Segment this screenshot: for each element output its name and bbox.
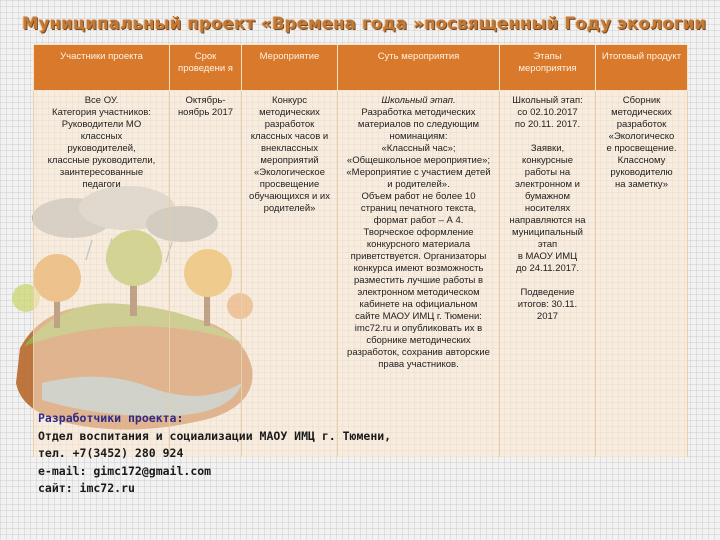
header-event: Мероприятие <box>242 45 338 91</box>
dates-cell <box>170 91 242 457</box>
product-cell <box>596 91 688 457</box>
essence-line: конкурсного материала <box>366 239 471 250</box>
product-line: руководителю <box>610 167 673 178</box>
essence-line: формат работ – А 4. <box>373 215 464 226</box>
event-line: обучающихся и их <box>249 191 330 202</box>
essence-line: страниц печатного текста, <box>360 203 477 214</box>
event-line: методических <box>259 107 320 118</box>
event-line: «Экологическое <box>254 167 325 178</box>
slide-title: Муниципальный проект «Времена года »посвященный Году экологии <box>22 14 707 33</box>
essence-line: материалов по следующим <box>357 119 480 130</box>
dates-line: Октябрь- <box>185 95 226 106</box>
essence-line: кабинете на официальном <box>359 299 478 310</box>
essence-line: «Классный час»; <box>381 143 456 154</box>
header-dates: Срок проведени я <box>170 45 242 91</box>
participants-line: заинтересованные <box>59 167 144 178</box>
table-header-row <box>34 45 688 91</box>
product-line: разработок <box>616 119 667 130</box>
essence-line: «Мероприятие с участием детей <box>346 167 491 178</box>
footer-department: Отдел воспитания и социализации МАОУ ИМЦ г. Тюмени, <box>38 428 392 443</box>
stages-spacer <box>503 131 592 143</box>
essence-line: «Общешкольное мероприятие»; <box>346 155 491 166</box>
event-line: классных часов и <box>250 131 329 142</box>
project-plan-table <box>33 44 688 457</box>
participants-line: Все ОУ. <box>84 95 119 106</box>
event-line: просвещение <box>259 179 320 190</box>
footer-email: e-mail: gimc172@gmail.com <box>38 463 212 478</box>
stages-line: по 20.11. 2017. <box>514 119 581 130</box>
essence-line: Объем работ не более 10 <box>361 191 476 202</box>
stages-line: 2017 <box>536 311 559 322</box>
footer-site: сайт: imc72.ru <box>38 481 135 495</box>
participants-line: руководителей, <box>67 143 136 154</box>
stages-cell <box>500 91 596 457</box>
essence-line: разработок, сохранив авторские <box>347 347 490 358</box>
essence-line: конкурса имеют возможность <box>353 263 484 274</box>
event-line: разработок <box>264 119 315 130</box>
essence-heading: Школьный этап. <box>381 95 456 106</box>
stages-line: носителях <box>524 203 571 214</box>
product-line: на заметку» <box>614 179 669 190</box>
footer-heading: Разработчики проекта: <box>38 411 184 425</box>
essence-line: разместить лучшие работы в <box>353 275 484 286</box>
product-line: Классному <box>617 155 666 166</box>
participants-line: классные руководители, <box>47 155 156 166</box>
event-line: мероприятий <box>260 155 319 166</box>
event-cell <box>242 91 338 457</box>
header-participants: Участники проекта <box>34 45 170 91</box>
stages-line: направляются на <box>509 215 586 226</box>
participants-line: Руководители МО <box>61 119 142 130</box>
essence-line: приветствуется. Организаторы <box>350 251 487 262</box>
essence-line: Творческое оформление <box>363 227 474 238</box>
stages-line: со 02.10.2017 <box>517 107 578 118</box>
event-line: Конкурс <box>271 95 307 106</box>
product-line: Сборник <box>622 95 661 106</box>
essence-line: номинациям: <box>389 131 448 142</box>
essence-line: электронном методическом <box>357 287 480 298</box>
stages-line: этап <box>537 239 558 250</box>
table-row <box>34 91 688 457</box>
stages-line: муниципальный <box>512 227 583 238</box>
stages-line: итогов: 30.11. <box>517 299 578 310</box>
stages-line: электронном и <box>515 179 580 190</box>
participants-line: педагоги <box>82 179 121 190</box>
essence-line: Разработка методических <box>361 107 476 118</box>
essence-line: сайте МАОУ ИМЦ г. Тюмени: <box>355 311 482 322</box>
header-product: Итоговый продукт <box>596 45 688 91</box>
stages-line: конкурсные <box>521 155 574 166</box>
stages-line: Подведение <box>520 287 575 298</box>
essence-line: сборнике методических <box>366 335 471 346</box>
product-line: е просвещение. <box>606 143 677 154</box>
participants-line: Категория участников: <box>52 107 151 118</box>
essence-cell <box>338 91 500 457</box>
stages-line: бумажном <box>524 191 571 202</box>
stages-line: до 24.11.2017. <box>516 263 579 274</box>
essence-line: права участников. <box>378 359 459 370</box>
stages-line: Школьный этап: <box>512 95 583 106</box>
product-line: методических <box>611 107 672 118</box>
header-stages: Этапы мероприятия <box>500 45 596 91</box>
developers-footer <box>38 410 538 498</box>
stages-line: Заявки, <box>530 143 565 154</box>
participants-cell <box>34 91 170 457</box>
footer-phone: тел. +7(3452) 280 924 <box>38 446 184 460</box>
essence-line: imc72.ru и опубликовать их в <box>354 323 483 334</box>
stages-line: в МАОУ ИМЦ <box>517 251 578 262</box>
participants-line: классных <box>80 131 123 142</box>
stages-spacer <box>503 275 592 287</box>
event-line: родителей» <box>263 203 316 214</box>
header-essence: Суть мероприятия <box>338 45 500 91</box>
essence-line: и родителей». <box>387 179 450 190</box>
dates-line: ноябрь 2017 <box>177 107 234 118</box>
event-line: внеклассных <box>261 143 318 154</box>
stages-line: работы на <box>524 167 571 178</box>
product-line: «Экологическо <box>608 131 675 142</box>
